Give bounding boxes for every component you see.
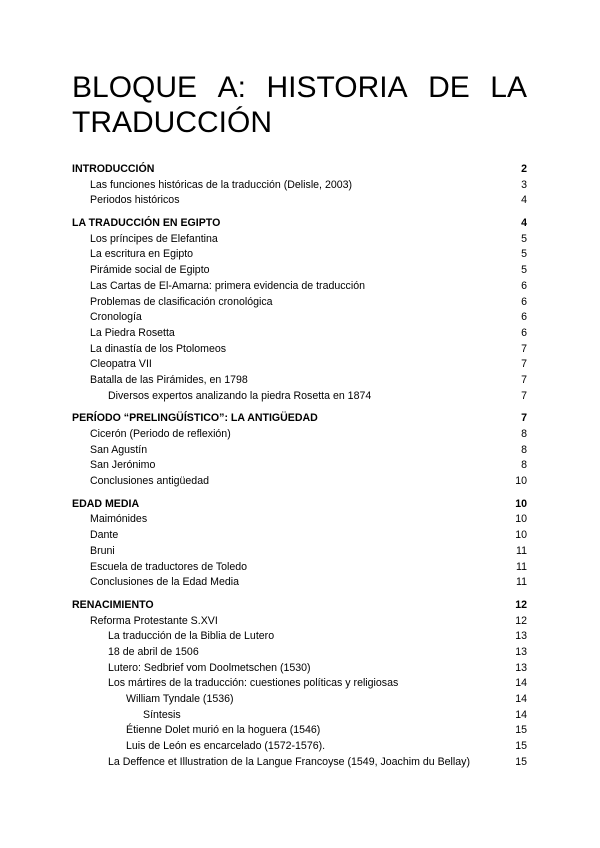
toc-entry-title: Conclusiones de la Edad Media	[90, 576, 239, 589]
toc-entry-title: Luis de León es encarcelado (1572-1576).	[126, 740, 326, 753]
toc-entry-page: 12	[515, 614, 527, 627]
toc-entry-page: 15	[515, 740, 527, 753]
toc-entry-title: San Agustín	[90, 443, 148, 456]
toc-entry[interactable]	[72, 676, 527, 692]
toc-entry-title: Las funciones históricas de la traducción (Delisle, 2003)	[90, 178, 353, 191]
toc-entry-title: PERÍODO “PRELINGÜÍSTICO”: LA ANTIGÜEDAD	[72, 412, 318, 425]
toc-entry[interactable]	[72, 544, 527, 560]
toc-entry-page: 3	[521, 178, 527, 191]
toc-entry-page: 13	[515, 645, 527, 658]
toc-entry-page: 13	[515, 661, 527, 674]
toc-entry-page: 4	[521, 194, 527, 207]
toc-entry[interactable]	[72, 373, 527, 389]
toc-entry-page: 7	[521, 358, 527, 371]
toc-entry-page: 14	[515, 677, 527, 690]
title-word: DE	[428, 71, 470, 104]
title-line-1	[72, 70, 527, 105]
toc-entry-page: 14	[515, 693, 527, 705]
toc-entry-page: 7	[521, 373, 527, 386]
toc-entry-title: La traducción de la Biblia de Lutero	[108, 630, 275, 643]
toc-section-entry[interactable]	[72, 411, 527, 427]
toc-entry-page: 11	[516, 576, 527, 589]
toc-entry[interactable]	[72, 474, 527, 490]
toc-entry-title: INTRODUCCIÓN	[72, 163, 155, 175]
title-line-2: TRADUCCIÓN	[72, 106, 272, 139]
toc-entry-page: 11	[516, 560, 527, 573]
toc-entry-page: 5	[521, 264, 527, 277]
toc-entry-page: 7	[521, 389, 527, 402]
toc-entry-page: 4	[521, 217, 527, 230]
toc-entry-page: 6	[521, 279, 527, 292]
toc-entry-title: San Jerónimo	[90, 459, 156, 472]
toc-entry-page: 11	[516, 544, 527, 557]
toc-entry-page: 10	[515, 497, 527, 510]
toc-entry-title: 18 de abril de 1506	[108, 645, 199, 658]
toc-entry-page: 10	[515, 529, 527, 542]
toc-entry-title: Los mártires de la traducción: cuestiones políticas y religiosas	[108, 677, 399, 690]
toc-entry-title: Cicerón (Periodo de reflexión)	[90, 428, 231, 440]
toc-entry-page: 8	[521, 443, 527, 456]
toc-entry[interactable]	[72, 661, 527, 677]
toc-entry-page: 7	[521, 412, 527, 425]
toc-entry[interactable]	[72, 755, 527, 771]
toc-entry[interactable]	[72, 342, 527, 358]
title-word: HISTORIA	[266, 71, 408, 104]
toc-entry[interactable]	[72, 458, 527, 474]
toc-section-entry[interactable]	[72, 162, 527, 178]
toc-entry[interactable]	[72, 575, 527, 591]
toc-entry[interactable]	[72, 389, 527, 405]
toc-entry-title: Reforma Protestante S.XVI	[90, 614, 218, 627]
toc-entry-page: 6	[521, 295, 527, 308]
toc-entry-title: Cleopatra VII	[90, 358, 152, 371]
toc-entry-page: 8	[521, 428, 527, 440]
title-word: LA	[490, 71, 527, 104]
toc-entry-title: Diversos expertos analizando la piedra Rosetta en 1874	[108, 389, 372, 402]
toc-entry-title: William Tyndale (1536)	[126, 693, 234, 705]
toc-entry[interactable]	[72, 645, 527, 661]
toc-entry-title: Pirámide social de Egipto	[90, 264, 210, 277]
toc-entry-title: Síntesis	[143, 708, 181, 721]
toc-entry-page: 6	[521, 326, 527, 339]
toc-entry[interactable]	[72, 723, 527, 739]
toc-entry-page: 5	[521, 248, 527, 261]
toc-entry[interactable]	[72, 263, 527, 279]
toc-section-entry[interactable]	[72, 598, 527, 614]
toc-entry[interactable]	[72, 512, 527, 528]
title-word: BLOQUE	[72, 71, 198, 104]
toc-entry-title: RENACIMIENTO	[72, 598, 154, 611]
toc-entry-title: Cronología	[90, 311, 142, 324]
title-word: A:	[217, 71, 246, 104]
table-of-contents	[72, 162, 527, 770]
toc-section-entry[interactable]	[72, 497, 527, 513]
toc-section-entry[interactable]	[72, 216, 527, 232]
toc-entry-page: 5	[521, 232, 527, 245]
toc-entry-page: 10	[515, 475, 527, 488]
toc-entry-title: Batalla de las Pirámides, en 1798	[90, 373, 248, 386]
toc-entry[interactable]	[72, 528, 527, 544]
toc-entry[interactable]	[72, 279, 527, 295]
toc-entry-page: 6	[521, 311, 527, 324]
toc-entry-page: 10	[515, 513, 527, 526]
toc-entry[interactable]	[72, 357, 527, 373]
document-title	[72, 70, 527, 140]
toc-entry-page: 13	[515, 630, 527, 643]
toc-entry-title: Dante	[90, 529, 119, 542]
toc-entry[interactable]	[72, 560, 527, 576]
toc-entry-title: LA TRADUCCIÓN EN EGIPTO	[72, 217, 221, 230]
toc-entry-title: La Piedra Rosetta	[90, 326, 175, 339]
toc-entry-page: 15	[515, 755, 527, 768]
toc-entry[interactable]	[72, 310, 527, 326]
toc-entry-page: 15	[515, 724, 527, 737]
toc-entry[interactable]	[72, 739, 527, 755]
toc-entry-page: 7	[521, 342, 527, 355]
toc-entry-title: Las Cartas de El-Amarna: primera evidencia de traducción	[90, 279, 365, 292]
toc-entry-page: 8	[521, 459, 527, 472]
toc-entry-title: EDAD MEDIA	[72, 497, 140, 510]
toc-entry[interactable]	[72, 232, 527, 248]
toc-entry-title: Étienne Dolet murió en la hoguera (1546)	[126, 724, 321, 737]
toc-entry-page: 14	[515, 708, 527, 721]
toc-entry-title: La Deffence et Illustration de la Langue Francoyse (1549, Joachim du Bellay)	[108, 755, 470, 768]
toc-entry[interactable]	[72, 178, 527, 194]
toc-entry[interactable]	[72, 443, 527, 459]
toc-entry-title: Lutero: Sedbrief vom Doolmetschen (1530)	[108, 661, 311, 674]
toc-entry[interactable]	[72, 295, 527, 311]
toc-entry[interactable]	[72, 247, 527, 263]
toc-entry-page: 2	[521, 163, 527, 175]
toc-entry-title: Maimónides	[90, 513, 148, 526]
toc-entry-title: La dinastía de los Ptolomeos	[90, 342, 227, 355]
toc-entry-title: Escuela de traductores de Toledo	[90, 560, 248, 573]
toc-entry-title: Los príncipes de Elefantina	[90, 232, 218, 245]
toc-entry[interactable]	[72, 708, 527, 724]
toc-entry-title: La escritura en Egipto	[90, 248, 194, 261]
toc-entry-title: Problemas de clasificación cronológica	[90, 295, 273, 308]
toc-entry-page: 12	[515, 598, 527, 611]
toc-entry[interactable]	[72, 692, 527, 708]
toc-entry[interactable]	[72, 614, 527, 630]
toc-entry-title: Conclusiones antigüedad	[90, 475, 209, 488]
toc-entry[interactable]	[72, 193, 527, 209]
toc-entry-title: Periodos históricos	[90, 194, 180, 207]
toc-entry[interactable]	[72, 326, 527, 342]
toc-entry-title: Bruni	[90, 544, 115, 557]
toc-entry[interactable]	[72, 629, 527, 645]
toc-entry[interactable]	[72, 427, 527, 443]
